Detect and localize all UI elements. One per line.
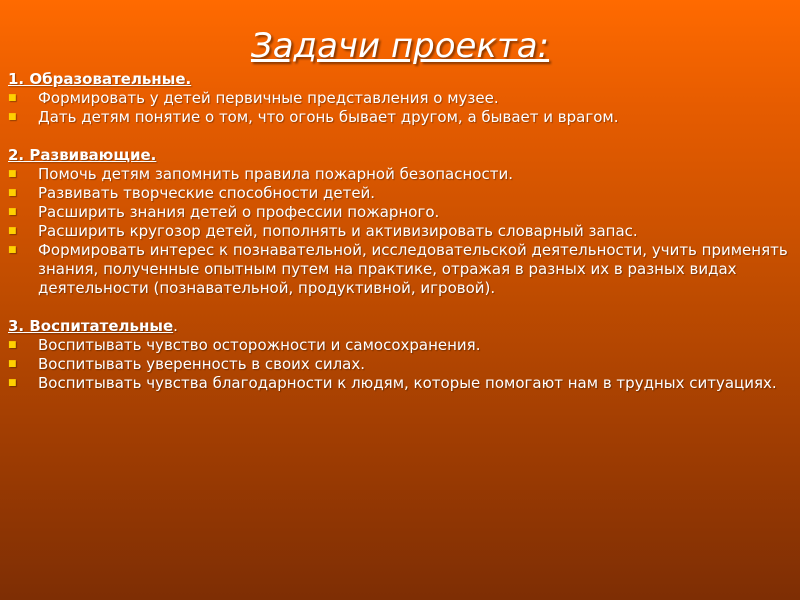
section-heading — [8, 70, 788, 89]
section-heading-label: 1. Образовательные. — [8, 70, 192, 88]
list-item — [8, 336, 788, 355]
task-list — [8, 165, 788, 298]
slide-title: Задачи проекта: — [250, 26, 550, 66]
list-item — [8, 203, 788, 222]
section-heading-label: 2. Развивающие. — [8, 146, 157, 164]
task-list — [8, 89, 788, 127]
section-developmental — [8, 146, 788, 298]
section-upbringing — [8, 317, 788, 393]
list-item-text: Развивать творческие способности детей. — [38, 184, 376, 202]
section-heading — [8, 146, 788, 165]
list-item — [8, 108, 788, 127]
square-bullet-icon: ■ — [8, 169, 17, 179]
square-bullet-icon: ■ — [8, 378, 17, 388]
list-item — [8, 165, 788, 184]
square-bullet-icon: ■ — [8, 340, 17, 350]
square-bullet-icon: ■ — [8, 359, 17, 369]
square-bullet-icon: ■ — [8, 207, 17, 217]
list-item-text: Воспитывать чувства благодарности к людям, которые помогают нам в трудных ситуациях. — [38, 374, 777, 392]
list-item-text: Расширить кругозор детей, пополнять и активизировать словарный запас. — [38, 222, 638, 240]
list-item-text: Воспитывать уверенность в своих силах. — [38, 355, 365, 373]
list-item — [8, 184, 788, 203]
section-heading-suffix: . — [173, 317, 178, 335]
section-heading-label: 3. Воспитательные — [8, 317, 174, 335]
list-item-text: Формировать у детей первичные представления о музее. — [38, 89, 499, 107]
list-item — [8, 241, 788, 298]
slide-content — [8, 70, 788, 412]
square-bullet-icon: ■ — [8, 188, 17, 198]
section-educational — [8, 70, 788, 127]
list-item — [8, 222, 788, 241]
list-item — [8, 374, 788, 393]
task-list — [8, 336, 788, 393]
list-item — [8, 89, 788, 108]
square-bullet-icon: ■ — [8, 112, 17, 122]
list-item-text: Дать детям понятие о том, что огонь бывает другом, а бывает и врагом. — [38, 108, 619, 126]
square-bullet-icon: ■ — [8, 245, 17, 255]
square-bullet-icon: ■ — [8, 93, 17, 103]
list-item — [8, 355, 788, 374]
list-item-text: Воспитывать чувство осторожности и самосохранения. — [38, 336, 481, 354]
list-item-text: Помочь детям запомнить правила пожарной безопасности. — [38, 165, 513, 183]
list-item-text: Расширить знания детей о профессии пожарного. — [38, 203, 440, 221]
section-heading — [8, 317, 788, 336]
list-item-text: Формировать интерес к познавательной, исследовательской деятельности, учить применять знания, полученные опытным путем на практике, отражая в разных их в разных видах деятельности (познавательной, продуктивной, игровой). — [38, 241, 788, 297]
square-bullet-icon: ■ — [8, 226, 17, 236]
